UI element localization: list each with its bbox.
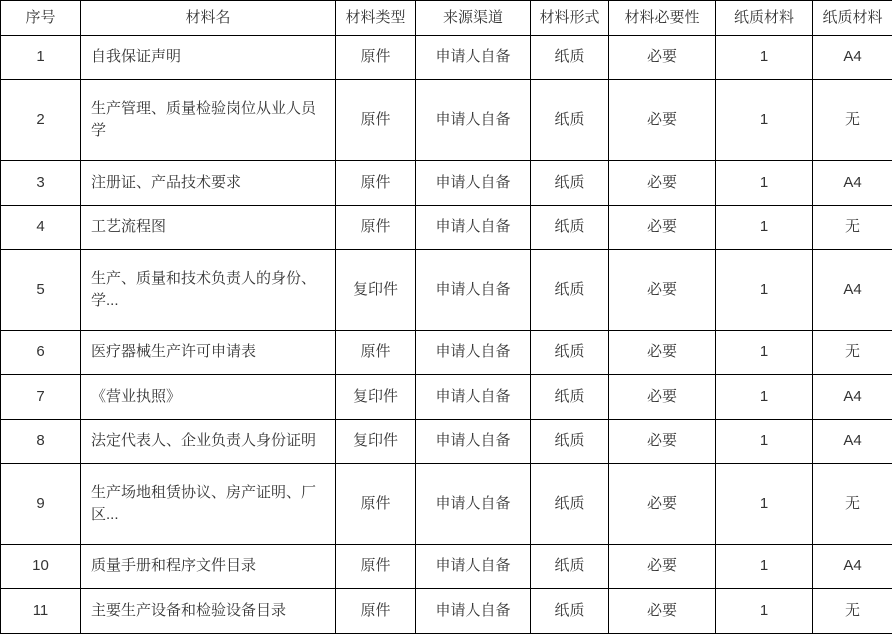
cell-material-type: 复印件 — [336, 419, 416, 463]
cell-source-channel: 申请人自备 — [416, 419, 531, 463]
cell-paper-spec: 无 — [813, 464, 892, 545]
cell-material-form: 纸质 — [531, 375, 609, 419]
header-material-necessity: 材料必要性 — [609, 1, 716, 36]
cell-material-necessity: 必要 — [609, 80, 716, 161]
cell-material-type: 复印件 — [336, 375, 416, 419]
header-material-type: 材料类型 — [336, 1, 416, 36]
cell-paper-spec: A4 — [813, 375, 892, 419]
cell-seq: 1 — [1, 36, 81, 80]
cell-material-necessity: 必要 — [609, 205, 716, 249]
cell-source-channel: 申请人自备 — [416, 250, 531, 331]
cell-paper-count: 1 — [716, 161, 813, 205]
table-row — [1, 464, 892, 545]
cell-material-necessity: 必要 — [609, 161, 716, 205]
cell-source-channel: 申请人自备 — [416, 80, 531, 161]
cell-seq: 8 — [1, 419, 81, 463]
cell-seq: 9 — [1, 464, 81, 545]
cell-paper-count: 1 — [716, 330, 813, 374]
cell-source-channel: 申请人自备 — [416, 545, 531, 589]
table-row — [1, 205, 892, 249]
cell-material-name: 法定代表人、企业负责人身份证明 — [81, 419, 336, 463]
cell-source-channel: 申请人自备 — [416, 464, 531, 545]
cell-material-necessity: 必要 — [609, 330, 716, 374]
cell-paper-spec: A4 — [813, 36, 892, 80]
cell-material-necessity: 必要 — [609, 419, 716, 463]
table-header — [1, 1, 892, 36]
header-material-name: 材料名 — [81, 1, 336, 36]
cell-paper-count: 1 — [716, 419, 813, 463]
cell-material-form: 纸质 — [531, 36, 609, 80]
table-row — [1, 545, 892, 589]
cell-material-form: 纸质 — [531, 419, 609, 463]
table-row — [1, 589, 892, 634]
cell-seq: 7 — [1, 375, 81, 419]
cell-paper-spec: A4 — [813, 250, 892, 331]
cell-material-type: 原件 — [336, 545, 416, 589]
cell-material-name: 主要生产设备和检验设备目录 — [81, 589, 336, 634]
cell-material-type: 原件 — [336, 161, 416, 205]
cell-material-form: 纸质 — [531, 250, 609, 331]
cell-material-type: 原件 — [336, 205, 416, 249]
cell-material-form: 纸质 — [531, 589, 609, 634]
cell-source-channel: 申请人自备 — [416, 205, 531, 249]
header-material-form: 材料形式 — [531, 1, 609, 36]
header-source-channel: 来源渠道 — [416, 1, 531, 36]
cell-material-type: 原件 — [336, 36, 416, 80]
cell-paper-count: 1 — [716, 545, 813, 589]
header-seq: 序号 — [1, 1, 81, 36]
cell-material-name: 自我保证声明 — [81, 36, 336, 80]
cell-seq: 10 — [1, 545, 81, 589]
table-row — [1, 80, 892, 161]
cell-material-necessity: 必要 — [609, 375, 716, 419]
cell-material-type: 复印件 — [336, 250, 416, 331]
cell-paper-spec: 无 — [813, 330, 892, 374]
cell-material-name: 工艺流程图 — [81, 205, 336, 249]
cell-material-necessity: 必要 — [609, 589, 716, 634]
cell-material-name: 质量手册和程序文件目录 — [81, 545, 336, 589]
cell-paper-count: 1 — [716, 375, 813, 419]
table-row — [1, 419, 892, 463]
cell-source-channel: 申请人自备 — [416, 330, 531, 374]
cell-material-form: 纸质 — [531, 545, 609, 589]
cell-material-name: 生产管理、质量检验岗位从业人员学 — [81, 80, 336, 161]
cell-material-type: 原件 — [336, 330, 416, 374]
cell-seq: 5 — [1, 250, 81, 331]
table-row — [1, 375, 892, 419]
cell-source-channel: 申请人自备 — [416, 161, 531, 205]
cell-paper-count: 1 — [716, 250, 813, 331]
header-paper-count: 纸质材料 — [716, 1, 813, 36]
table-body — [1, 36, 892, 634]
cell-paper-spec: 无 — [813, 80, 892, 161]
cell-material-form: 纸质 — [531, 464, 609, 545]
cell-paper-count: 1 — [716, 205, 813, 249]
cell-material-type: 原件 — [336, 80, 416, 161]
cell-material-form: 纸质 — [531, 330, 609, 374]
cell-paper-spec: A4 — [813, 545, 892, 589]
cell-material-type: 原件 — [336, 464, 416, 545]
cell-seq: 11 — [1, 589, 81, 634]
cell-paper-spec: A4 — [813, 419, 892, 463]
cell-material-form: 纸质 — [531, 205, 609, 249]
cell-material-form: 纸质 — [531, 80, 609, 161]
cell-material-necessity: 必要 — [609, 545, 716, 589]
cell-material-name: 注册证、产品技术要求 — [81, 161, 336, 205]
cell-paper-spec: 无 — [813, 205, 892, 249]
cell-paper-spec: 无 — [813, 589, 892, 634]
table-row — [1, 330, 892, 374]
cell-paper-count: 1 — [716, 464, 813, 545]
cell-source-channel: 申请人自备 — [416, 589, 531, 634]
cell-material-necessity: 必要 — [609, 36, 716, 80]
cell-paper-count: 1 — [716, 589, 813, 634]
cell-material-necessity: 必要 — [609, 250, 716, 331]
cell-material-name: 生产、质量和技术负责人的身份、学... — [81, 250, 336, 331]
cell-seq: 2 — [1, 80, 81, 161]
header-row — [1, 1, 892, 36]
cell-material-name: 《营业执照》 — [81, 375, 336, 419]
table-row — [1, 36, 892, 80]
cell-seq: 3 — [1, 161, 81, 205]
cell-source-channel: 申请人自备 — [416, 375, 531, 419]
cell-material-type: 原件 — [336, 589, 416, 634]
cell-material-necessity: 必要 — [609, 464, 716, 545]
cell-material-name: 医疗器械生产许可申请表 — [81, 330, 336, 374]
cell-material-form: 纸质 — [531, 161, 609, 205]
header-paper-spec: 纸质材料 — [813, 1, 892, 36]
cell-paper-count: 1 — [716, 80, 813, 161]
cell-source-channel: 申请人自备 — [416, 36, 531, 80]
cell-material-name: 生产场地租赁协议、房产证明、厂区... — [81, 464, 336, 545]
cell-paper-count: 1 — [716, 36, 813, 80]
table-row — [1, 250, 892, 331]
cell-paper-spec: A4 — [813, 161, 892, 205]
cell-seq: 6 — [1, 330, 81, 374]
table-row — [1, 161, 892, 205]
cell-seq: 4 — [1, 205, 81, 249]
